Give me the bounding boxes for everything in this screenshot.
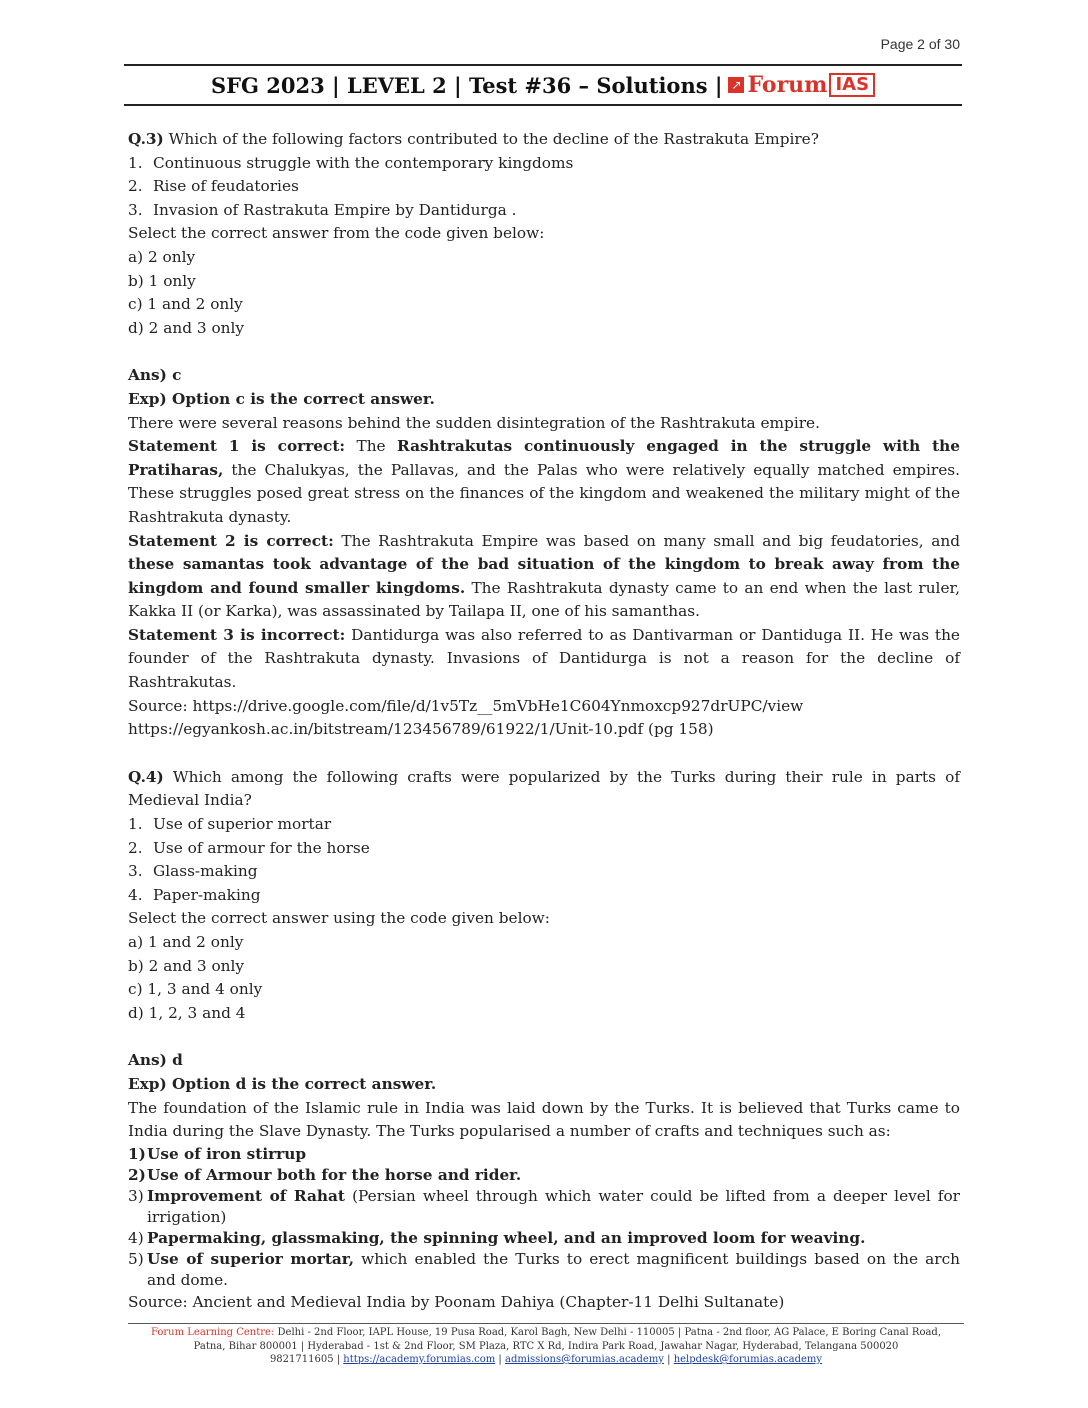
q3-statement-2-explanation: Statement 2 is correct: The Rashtrakuta Empire was based on many small and big feudatories, and these samantas took advantage of the bad situation of the kingdom to break away from the kingdom and found smaller kingdoms. The Rashtrakuta dynasty came to an end when the last ruler, Kakka II (or Karka), was assassinated by Tailapa II, one of his samanthas. [128,531,960,621]
admissions-email-link[interactable]: admissions@forumias.academy [504,1354,664,1365]
q4-label: Q.4) [128,767,164,786]
q4-statements [128,813,960,907]
q3-option-d: d) 2 and 3 only [128,318,245,337]
list-item: 3) Improvement of Rahat (Persian wheel through which water could be lifted from a deeper level for irrigation) [128,1186,960,1226]
q3-answer: Ans) c [128,366,182,385]
list-item: 3. Glass-making [128,862,258,881]
q4-answer: Ans) d [128,1051,183,1070]
q3-statement-1-explanation: Statement 1 is correct: The Rashtrakutas continuously engaged in the struggle with the Pratiharas, the Chalukyas, the Pallavas, and the Palas who were relatively equally matched empires. These struggles posed great stress on the finances of the kingdom and weakened the military might of the Rashtrakuta dynasty. [128,437,961,526]
list-item: 2. Rise of feudatories [128,177,299,196]
q4-crafts-list [128,1144,960,1291]
list-item: 2. Use of armour for the horse [128,838,370,857]
q3-source-2: https://egyankosh.ac.in/bitstream/123456789/61922/1/Unit-10.pdf (pg 158) [128,720,714,739]
q3-statements [128,152,960,223]
q4-option-b: b) 2 and 3 only [128,956,245,975]
forumias-logo [728,72,875,98]
website-link[interactable]: https://academy.forumias.com [343,1354,496,1365]
list-item: 4. Paper-making [128,885,261,904]
footer [128,1326,964,1367]
footer-address-line-2: Patna, Bihar 800001 | Hyderabad - 1st & 2nd Floor, SM Plaza, RTC X Rd, Indira Park Road, Jawahar Nagar, Hyderabad, Telangana 500020 [193,1340,899,1352]
q4-intro: The foundation of the Islamic rule in India was laid down by the Turks. It is believed that Turks came to India during the Slave Dynasty. The Turks popularised a number of crafts and techniques such as: [128,1098,960,1141]
q4-question [128,766,960,813]
q3-label: Q.3) [128,130,164,148]
q3-intro: There were several reasons behind the sudden disintegration of the Rashtrakuta empire. [128,413,820,432]
logo-forum-text: Forum [747,72,828,98]
page-number: Page 2 of 30 [880,36,960,52]
header-title: SFG 2023 | LEVEL 2 | Test #36 – Solutions | [210,72,723,98]
q4-prompt: Select the correct answer using the code given below: [128,909,550,928]
list-item: 4) Papermaking, glassmaking, the spinning wheel, and an improved loom for weaving. [128,1228,866,1247]
q3-source-1: Source: https://drive.google.com/file/d/1v5Tz__5mVbHe1C604Ynmoxcp927drUPC/view [128,696,804,715]
footer-divider [128,1323,964,1324]
q4-explanation-heading: Exp) Option d is the correct answer. [128,1074,437,1093]
q3-text: Which of the following factors contributed to the decline of the Rastrakuta Empire? [163,130,819,148]
footer-contacts: 9821711605 | https://academy.forumias.com | admissions@forumias.academy | helpdesk@forumias.academy [269,1354,823,1365]
q3-prompt: Select the correct answer from the code given below: [128,224,545,243]
q4-source: Source: Ancient and Medieval India by Poonam Dahiya (Chapter-11 Delhi Sultanate) [128,1292,785,1311]
q4-text: Which among the following crafts were popularized by the Turks during their rule in parts of Medieval India? [128,767,960,810]
list-item: 1. Use of superior mortar [128,815,332,834]
logo-ias-text: IAS [829,73,875,97]
document-header [124,64,962,106]
q3-statement-3-explanation: Statement 3 is incorrect: Dantidurga was also referred to as Dantivarman or Dantiduga II. He was the founder of the Rashtrakuta dynasty. Invasions of Dantidurga is not a reason for the decline of Rashtrakutas. [128,625,960,692]
q3-option-b: b) 1 only [128,271,196,290]
list-item: 1. Continuous struggle with the contemporary kingdoms [128,153,574,172]
q3-explanation-heading: Exp) Option c is the correct answer. [128,389,435,408]
list-item: 3. Invasion of Rastrakuta Empire by Dantidurga . [128,200,517,219]
footer-address-line-1: Forum Learning Centre: Delhi - 2nd Floor, IAPL House, 19 Pusa Road, Karol Bagh, New Delhi - 110005 | Patna - 2nd floor, AG Palace, E Boring Canal Road, [150,1327,942,1338]
q3-question [128,128,960,152]
q4-option-d: d) 1, 2, 3 and 4 [128,1003,246,1022]
list-item: 2) Use of Armour both for the horse and rider. [128,1165,522,1184]
arrow-up-right-icon: ↗ [728,77,744,93]
page-content [128,128,960,1314]
q3-option-a: a) 2 only [128,247,196,266]
helpdesk-email-link[interactable]: helpdesk@forumias.academy [673,1354,823,1365]
q4-option-a: a) 1 and 2 only [128,933,244,951]
q3-option-c: c) 1 and 2 only [128,295,243,314]
list-item: 1) Use of iron stirrup [128,1144,307,1163]
q4-option-c: c) 1, 3 and 4 only [128,980,263,999]
list-item: 5) Use of superior mortar, which enabled the Turks to erect magnificent buildings based on the arch and dome. [128,1249,960,1289]
